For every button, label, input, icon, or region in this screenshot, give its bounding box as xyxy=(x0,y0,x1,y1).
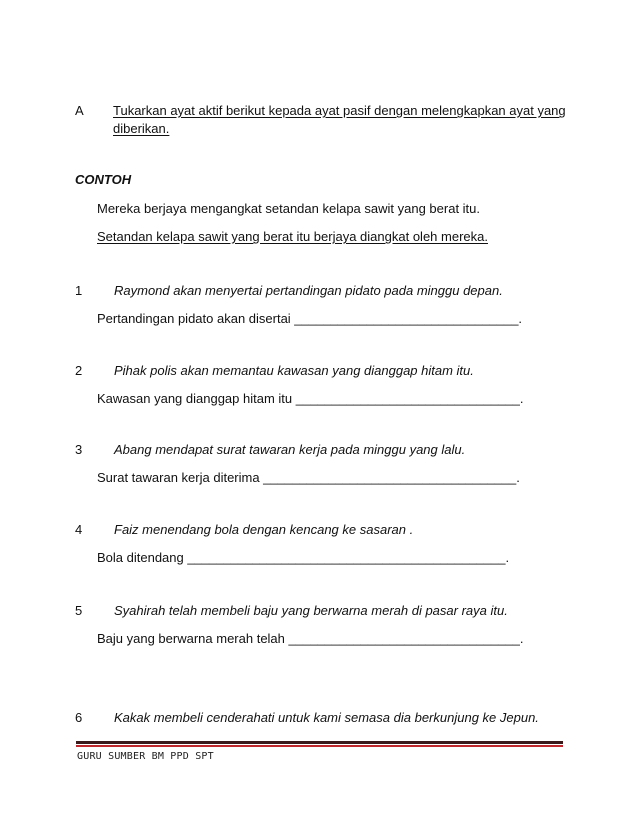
question-number: 1 xyxy=(75,283,83,298)
question-sentence: Abang mendapat surat tawaran kerja pada minggu yang lalu. xyxy=(114,442,466,457)
footer-divider xyxy=(76,741,563,744)
footer-divider-accent xyxy=(76,745,563,747)
question-number: 6 xyxy=(75,710,83,725)
answer-prompt[interactable]: Baju yang berwarna merah telah ________________________________. xyxy=(97,631,524,646)
section-letter: A xyxy=(75,103,84,118)
question-sentence: Kakak membeli cenderahati untuk kami semasa dia berkunjung ke Jepun. xyxy=(114,710,539,725)
instruction-line-2: diberikan. xyxy=(113,121,170,136)
answer-prompt[interactable]: Pertandingan pidato akan disertai _______________________________. xyxy=(97,311,523,326)
example-passive-sentence: Setandan kelapa sawit yang berat itu berjaya diangkat oleh mereka. xyxy=(97,229,488,244)
answer-prompt[interactable]: Bola ditendang ____________________________________________. xyxy=(97,550,510,565)
instruction-line-1: Tukarkan ayat aktif berikut kepada ayat pasif dengan melengkapkan ayat yang xyxy=(113,103,566,118)
question-number: 3 xyxy=(75,442,83,457)
answer-prompt[interactable]: Surat tawaran kerja diterima ___________________________________. xyxy=(97,470,520,485)
question-sentence: Pihak polis akan memantau kawasan yang dianggap hitam itu. xyxy=(114,363,474,378)
question-number: 5 xyxy=(75,603,83,618)
example-active-sentence: Mereka berjaya mengangkat setandan kelapa sawit yang berat itu. xyxy=(97,201,481,216)
question-sentence: Faiz menendang bola dengan kencang ke sasaran . xyxy=(114,522,414,537)
question-number: 2 xyxy=(75,363,83,378)
question-number: 4 xyxy=(75,522,83,537)
footer-text: GURU SUMBER BM PPD SPT xyxy=(77,751,214,762)
question-sentence: Raymond akan menyertai pertandingan pidato pada minggu depan. xyxy=(114,283,503,298)
answer-prompt[interactable]: Kawasan yang dianggap hitam itu _______________________________. xyxy=(97,391,524,406)
question-sentence: Syahirah telah membeli baju yang berwarna merah di pasar raya itu. xyxy=(114,603,508,618)
example-heading: CONTOH xyxy=(75,172,132,187)
